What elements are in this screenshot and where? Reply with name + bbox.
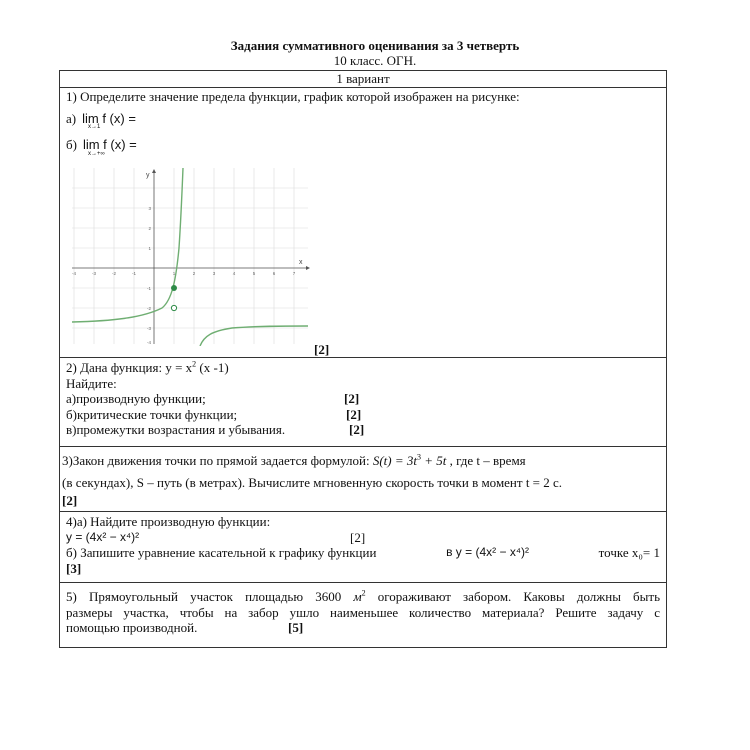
task-4-line-2 xyxy=(60,530,666,546)
page-subtitle: 10 класс. ОГН. xyxy=(333,53,417,68)
task-1-text: 1) Определите значение предела функции, график которой изображен на рисунке: xyxy=(66,89,520,104)
y-tick: -2 xyxy=(146,306,151,311)
y-tick: 2 xyxy=(148,226,151,231)
graph-grid xyxy=(72,168,308,344)
x-tick: -2 xyxy=(111,271,117,276)
x-tick: 5 xyxy=(252,271,256,276)
task-1a-expr: lim f (x) = xyxy=(82,110,136,126)
y-tick: -1 xyxy=(146,286,151,291)
x-tick: 1 xyxy=(172,271,176,276)
task-4-function: y = (4x² − x⁴)² xyxy=(66,529,140,544)
task-5-intro-tail: огораживают забором. Каковы должны быть xyxy=(377,589,661,604)
task-3-line-2: (в секундах), S – путь (в метрах). Вычислите мгновенную скорость точки в момент t = 2 с. xyxy=(62,475,563,490)
page-title: Задания суммативного оценивания за 3 четверть xyxy=(230,38,520,53)
x-axis-arrow xyxy=(306,266,310,270)
task-2-function xyxy=(60,360,666,376)
x-tick: -3 xyxy=(91,271,97,276)
task-2-function-tail: (x -1) xyxy=(196,360,229,375)
task-3-mark: [2] xyxy=(62,493,78,508)
task-1b-limit-sub: x→+∞ xyxy=(88,150,105,157)
task-2-item-b xyxy=(60,407,666,423)
task-5-unit: м xyxy=(353,589,362,604)
task-1-mark: [2] xyxy=(314,341,330,357)
task-1a xyxy=(60,111,666,132)
task-2-item-b-text: б)критические точки функции; xyxy=(66,406,238,422)
task-4 xyxy=(60,511,666,582)
x-tick: -4 xyxy=(72,271,77,276)
filled-point xyxy=(171,285,177,291)
task-3-formula-exponent: 3 xyxy=(416,452,421,462)
task-3-line-1 xyxy=(60,452,666,470)
task-5-intro: 5) Прямоугольный участок площадью 3600 xyxy=(66,589,342,604)
task-3-intro: 3)Закон движения точки по прямой задается формулой: xyxy=(62,453,373,468)
y-tick: 3 xyxy=(148,206,151,211)
task-1b xyxy=(60,137,666,158)
task-1a-limit-sub: x→1 xyxy=(88,124,101,130)
task-4-line-3 xyxy=(60,545,666,561)
task-4-b-text: б) Запишите уравнение касательной к графику функции xyxy=(66,545,377,560)
task-2-item-a-mark: [2] xyxy=(344,391,360,406)
task-1b-label: б) xyxy=(66,137,77,152)
y-tick: 1 xyxy=(148,246,151,251)
y-tick: -4 xyxy=(146,340,151,345)
task-2-item-c-mark: [2] xyxy=(349,422,365,437)
variant-header: 1 вариант xyxy=(336,71,390,86)
task-4-a-mark: [2] xyxy=(350,529,366,545)
task-5-line-3 xyxy=(60,620,666,636)
task-5-mark: [5] xyxy=(288,620,304,635)
assignment-table xyxy=(59,70,667,648)
curve-left-branch xyxy=(72,168,183,322)
task-3-where: , где t – время xyxy=(446,453,526,468)
task-1 xyxy=(60,87,666,357)
task-3 xyxy=(60,446,666,511)
task-4-mark: [3] xyxy=(66,560,82,576)
task-2-item-a xyxy=(60,391,666,407)
task-1b-expr: lim f (x) = xyxy=(82,137,137,152)
y-axis-arrow xyxy=(152,169,156,173)
task-4-b-point: точке x₀= 1 xyxy=(598,545,660,560)
task-2-item-a-text: а)производную функции; xyxy=(66,391,206,406)
y-axis-label: y xyxy=(146,172,150,179)
x-tick: 3 xyxy=(212,271,216,276)
task-5-line-1 xyxy=(60,589,666,605)
task-4-b-function: в y = (4x² − x⁴)² xyxy=(446,545,529,559)
task-2-item-c-text: в)промежутки возрастания и убывания. xyxy=(66,422,286,437)
task-5-unit-exponent: 2 xyxy=(361,588,366,598)
task-5-line-2: размеры участка, чтобы на забор ушло наименьшее количество материала? Решите задачу с xyxy=(66,604,660,620)
x-axis-label: x xyxy=(299,259,303,266)
task-2 xyxy=(60,357,666,446)
x-tick: 7 xyxy=(292,271,296,276)
task-2-exponent: 2 xyxy=(192,359,197,369)
task-5-line-3-text: помощью производной. xyxy=(66,620,198,635)
task-2-item-b-mark: [2] xyxy=(346,406,362,422)
x-tick: 2 xyxy=(192,271,196,276)
task-2-find: Найдите: xyxy=(66,375,117,391)
x-tick: 4 xyxy=(232,271,236,276)
y-tick: -3 xyxy=(146,326,151,331)
task-5 xyxy=(60,582,666,647)
x-tick: 6 xyxy=(272,271,276,276)
task-3-formula: S(t) = 3t xyxy=(372,453,417,468)
function-graph xyxy=(72,168,312,346)
x-tick: -1 xyxy=(131,271,137,276)
open-point xyxy=(171,305,176,310)
task-2-function-text: 2) Дана функция: y = x xyxy=(66,360,193,375)
task-1a-label: а) xyxy=(66,110,77,126)
task-2-item-c xyxy=(60,422,666,438)
task-4-line-1: 4)а) Найдите производную функции: xyxy=(66,514,271,529)
task-3-formula-tail: + 5t xyxy=(420,453,447,468)
